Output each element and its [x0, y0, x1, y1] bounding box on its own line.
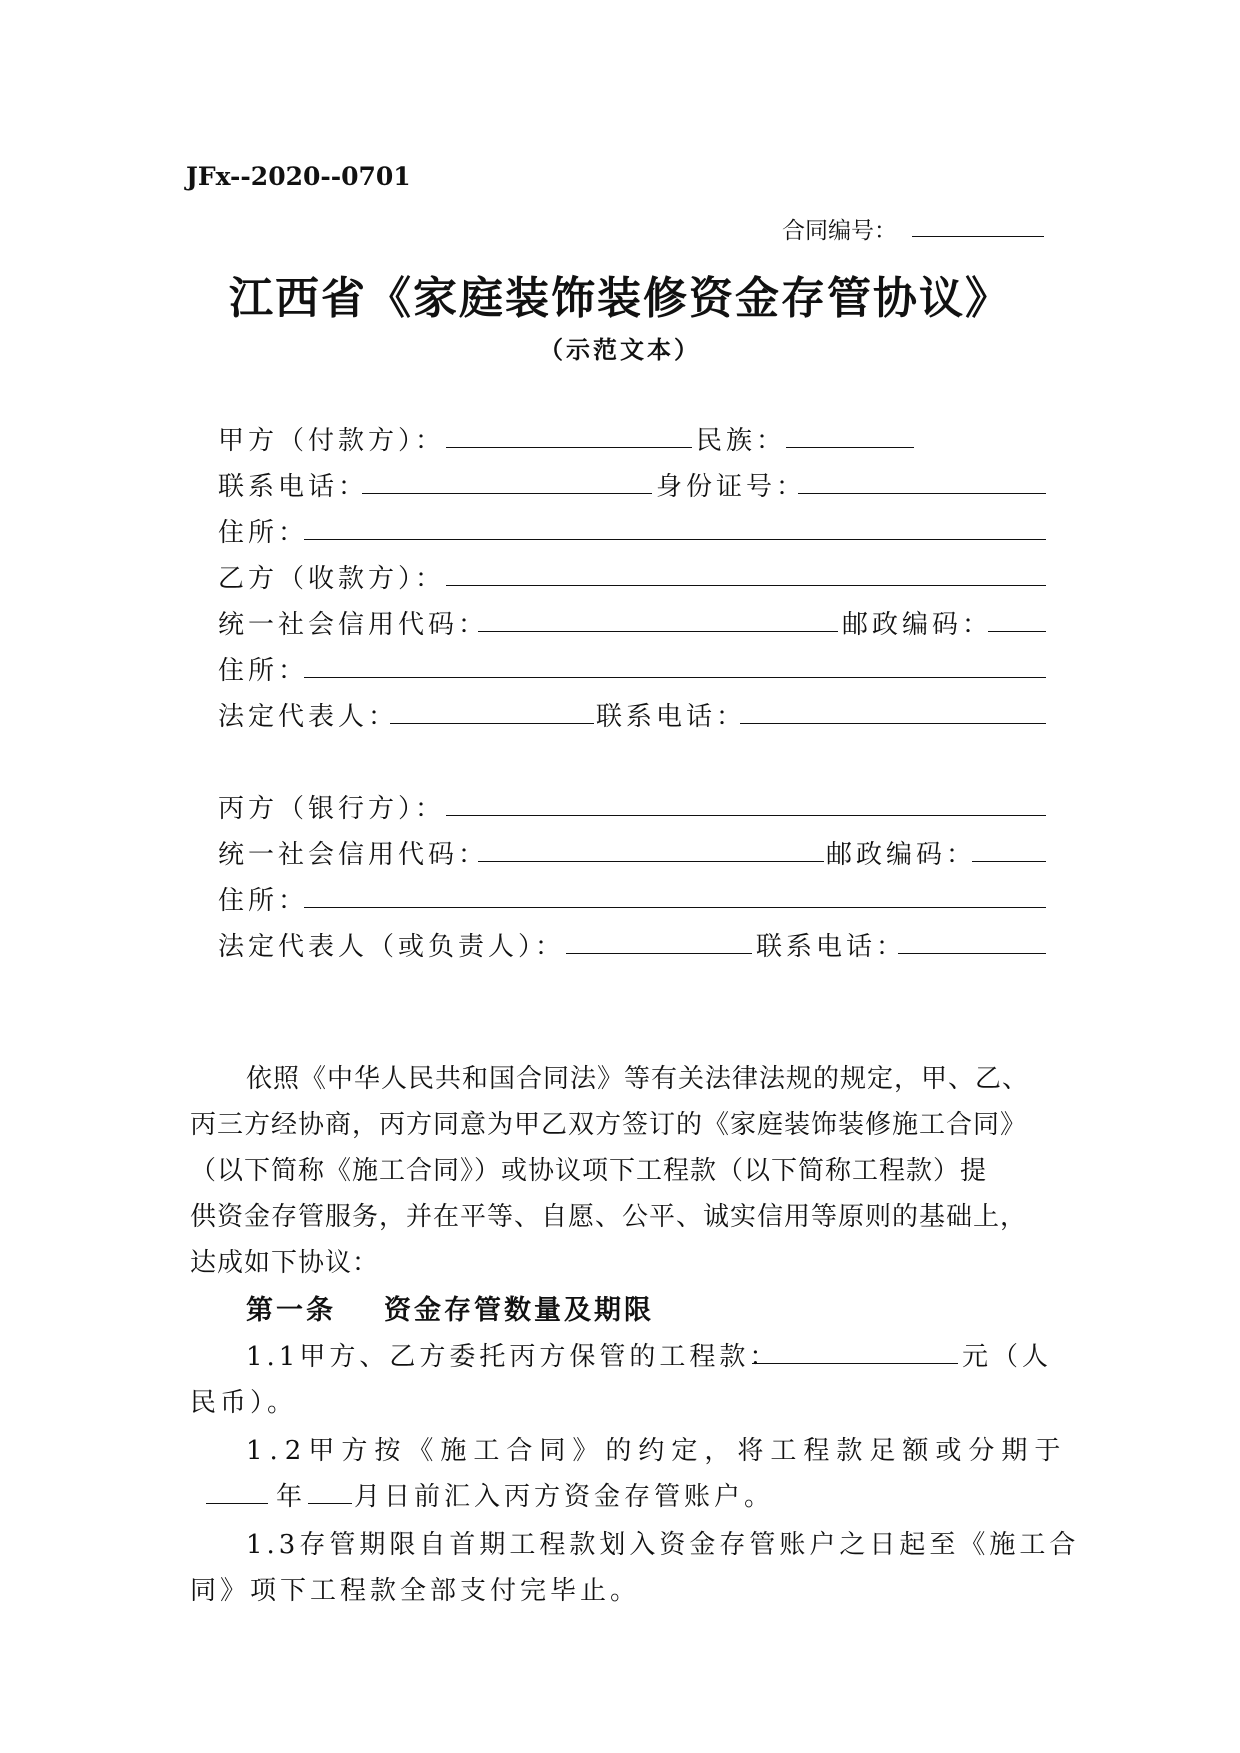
preamble-line: 依照《中华人民共和国合同法》等有关法律法规的规定，甲、乙、 — [246, 1064, 1030, 1094]
clause-1-1-suffix: 元（人 — [962, 1342, 1053, 1372]
clause-1-1-amount-field[interactable] — [752, 1363, 958, 1364]
contract-number-field[interactable] — [912, 236, 1044, 237]
document-title: 江西省《家庭装饰装修资金存管协议》 — [229, 273, 1011, 324]
party-a-label: 甲方（付款方）： — [218, 426, 446, 456]
party-c-phone-field[interactable] — [898, 953, 1046, 954]
party-a-phone-label: 联系电话： — [218, 472, 369, 502]
clause-1-3-line2: 同》项下工程款全部支付完毕止。 — [190, 1576, 641, 1606]
preamble-line: （以下简称《施工合同》）或协议项下工程款（以下简称工程款）提 — [190, 1156, 988, 1186]
party-b-rep-label: 法定代表人： — [218, 702, 399, 732]
party-a-ethnicity-field[interactable] — [786, 447, 914, 448]
party-a-address-label: 住所： — [218, 518, 309, 548]
document-subtitle: （示范文本） — [539, 335, 701, 364]
party-c-phone-label: 联系电话： — [756, 932, 907, 962]
party-b-rep-field[interactable] — [390, 723, 594, 724]
party-a-address-field[interactable] — [304, 539, 1046, 540]
party-b-postcode-field[interactable] — [988, 631, 1046, 632]
contract-number-label: 合同编号： — [782, 218, 897, 244]
clause-1-2-rest: 日前汇入丙方资金存管账户。 — [384, 1482, 775, 1512]
party-b-address-field[interactable] — [304, 677, 1046, 678]
party-c-credit-code-label: 统一社会信用代码： — [218, 840, 489, 870]
clause-1-3-line1: 1.3存管期限自首期工程款划入资金存管账户之日起至《施工合 — [246, 1530, 1080, 1560]
preamble-line: 供资金存管服务，并在平等、自愿、公平、诚实信用等原则的基础上， — [190, 1202, 1028, 1232]
party-b-credit-code-field[interactable] — [478, 631, 838, 632]
party-c-postcode-field[interactable] — [972, 861, 1046, 862]
clause-1-2-line1: 1.2甲方按《施工合同》的约定，将工程款足额或分期于 — [246, 1436, 1068, 1466]
party-a-phone-field[interactable] — [362, 493, 652, 494]
clause-1-1-prefix: 1.1甲方、乙方委托丙方保管的工程款： — [246, 1342, 780, 1372]
preamble — [190, 1056, 1055, 1286]
party-c-postcode-label: 邮政编码： — [826, 840, 977, 870]
preamble-line: 达成如下协议： — [190, 1248, 380, 1278]
party-c-name-field[interactable] — [446, 815, 1046, 816]
article-1-heading — [246, 1288, 702, 1327]
preamble-line: 丙三方经协商，丙方同意为甲乙双方签订的《家庭装饰装修施工合同》 — [190, 1110, 1028, 1140]
party-a-name-field[interactable] — [446, 447, 692, 448]
clause-1-1-line2: 民币）。 — [190, 1388, 298, 1418]
party-b-address-label: 住所： — [218, 656, 309, 686]
party-c-credit-code-field[interactable] — [478, 861, 824, 862]
party-b-phone-field[interactable] — [740, 723, 1046, 724]
party-c-rep-label: 法定代表人（或负责人）： — [218, 932, 566, 962]
party-c-label: 丙方（银行方）： — [218, 794, 446, 824]
party-a-ethnicity-label: 民族： — [696, 426, 787, 456]
party-a-id-field[interactable] — [798, 493, 1046, 494]
party-b-phone-label: 联系电话： — [596, 702, 747, 732]
document-code: JFx--2020--0701 — [186, 162, 411, 191]
clause-1-2-month-label: 月 — [354, 1482, 385, 1512]
party-c-address-label: 住所： — [218, 886, 309, 916]
party-a-id-label: 身份证号： — [656, 472, 807, 502]
party-b-label: 乙方（收款方）： — [218, 564, 446, 594]
party-c-rep-field[interactable] — [566, 953, 752, 954]
article-1-number: 第一条 — [246, 1295, 336, 1326]
party-b-postcode-label: 邮政编码： — [842, 610, 993, 640]
clause-1-2-year-field[interactable] — [206, 1503, 268, 1504]
party-b-name-field[interactable] — [446, 585, 1046, 586]
party-c-address-field[interactable] — [304, 907, 1046, 908]
clause-1-2-year-label: 年 — [276, 1482, 307, 1512]
party-b-credit-code-label: 统一社会信用代码： — [218, 610, 489, 640]
article-1-title: 资金存管数量及期限 — [384, 1295, 654, 1326]
clause-1-2-month-field[interactable] — [308, 1503, 352, 1504]
